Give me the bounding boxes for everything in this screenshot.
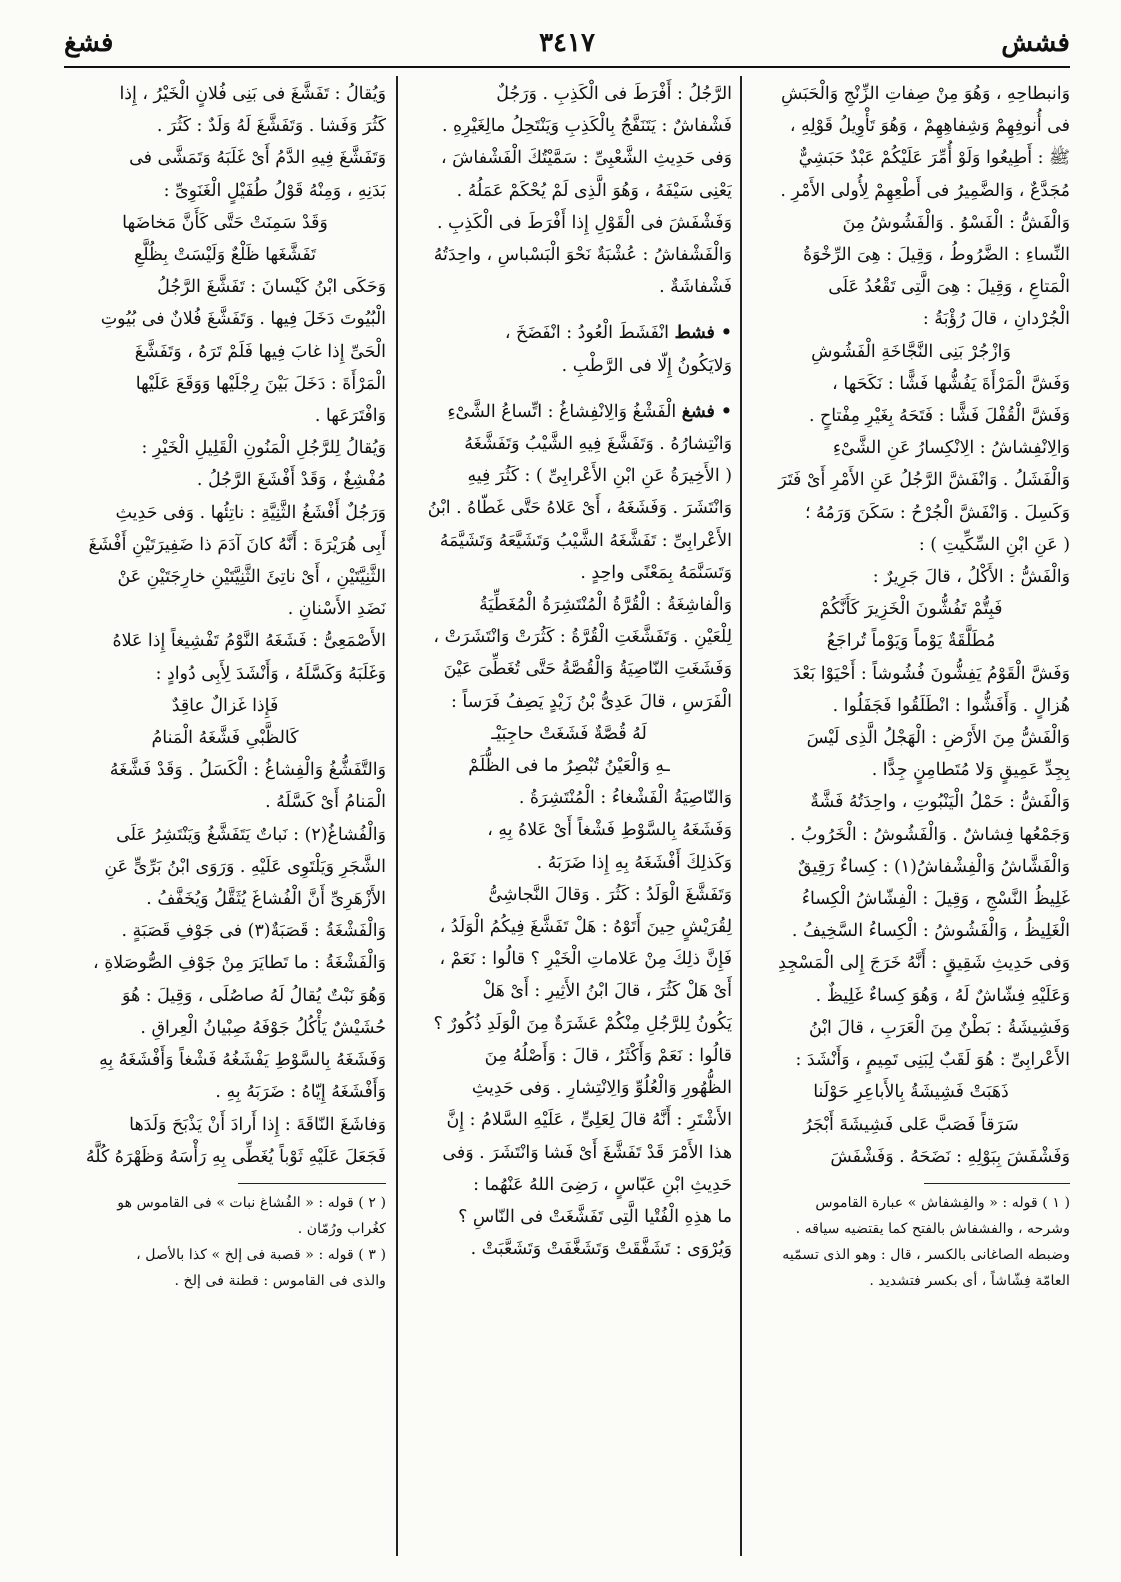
text-line: وَالْفَشُّ : حَمْلُ الْيَنْبُوتِ ، واحِدَتُهُ فَشَّةٌ: [810, 792, 1070, 813]
text-line: الْمَتاعِ ، وَقِيلَ : هِىَ الَّتِى تَقْعُدُ عَلَى: [828, 277, 1070, 298]
verse-line: فَبِتُّمْ تَفُشُّونَ الْخَزِيرَ كَأَنَّكُمْ: [819, 599, 1003, 620]
column-left: [64, 78, 386, 1558]
text-line: هُزالٍ . وَأَفَشُّوا : انْطَلَقُوا فَجَفَلُوا .: [832, 695, 1070, 716]
text-line: فى أُنوفِهِمْ وَشِفاهِهِمْ ، وَهُوَ تَأْوِيلُ قَوْلِهِ ،: [789, 116, 1070, 137]
text-line: وَفَشَغَهُ بِالسَّوْطِ يَفْشَغُهُ فَشْغاً وَأَفْشَغَهُ بِهِ: [99, 1050, 386, 1071]
text-line: وَفَشَّ الْمَرْأَةَ يَفُشُّها فَشًّا : نَكَحَها ،: [832, 373, 1070, 394]
text-line: أَبِى هُرَيْرَةَ : أَنَّهُ كانَ آدَمَ ذا ضَفِيرَتَيْنِ أَفْشَغَ: [88, 534, 386, 555]
text-line: وَحَكَى ابْنُ كَيْسانَ : تَفَشَّغَ الرَّجُلُ: [157, 277, 386, 298]
page-header: [64, 28, 1070, 70]
text-line: وَانْتَشَرَ . وَفَشَغَهُ ، أَىْ عَلاهُ حَتَّى غَطّاهُ . ابْنُ: [427, 498, 732, 519]
text-line: وَالْفَشْغَةُ : قَصَبَةٌ(٣) فى جَوْفِ قَصَبَةٍ .: [121, 921, 386, 942]
text-line: وَفَشَغَتِ النّاصِيَةُ وَالْقُصَّةُ حَتَّى تُغَطِّىَ عَيْنَ: [443, 659, 732, 680]
text-block: [64, 78, 386, 207]
text-line: بِجِدِّ عَمِيقٍ وَلا مُتَطامِنٍ جِدًّا .: [871, 760, 1070, 781]
text-line: وَفَشَغَهُ بِالسَّوْطِ فَشْغاً أَىْ عَلاهُ بِهِ ،: [487, 820, 732, 841]
entry-head: • فشط: [674, 323, 732, 344]
text-line: حُشَيْشٌ يَأْكُلُ جَوْفَهُ صِبْيانُ الْعِراقِ .: [140, 1017, 386, 1038]
text-line: ( الأَخِيرَةُ عَنِ ابْنِ الأَعْرابِىِّ ) : كَثُرَ فِيهِ: [467, 466, 732, 487]
text-line: فَشْفاشَةٌ .: [659, 277, 732, 298]
text-line: الْبُيُوتَ دَخَلَ فِيها . وَتَفَشَّغَ فُلانٌ فى بُيُوتِ: [100, 309, 386, 330]
text-line: وَالنّاصِيَةُ الْفَشْغاءُ : الْمُنْتَشِرَةُ .: [518, 788, 732, 809]
text-line: الأَصْمَعِىُّ : فَشَغَهُ النَّوْمُ تَفْشِيغاً إِذا عَلاهُ: [112, 631, 386, 652]
text-line: ( ١ ) قوله : « والفِشفاش » عبارة القاموس: [815, 1194, 1070, 1211]
text-line: ﷺ : أَطِيعُوا وَلَوْ أُمِّرَ عَلَيْكُمْ عَبْدٌ حَبَشِيٌّ: [798, 148, 1070, 169]
footnotes: [752, 1190, 1070, 1294]
verse-line: لَهُ قُصَّةٌ فَشَغَتْ حاجِبَيْـ: [491, 723, 647, 744]
text-line: وَفَشِيشَةُ : بَطْنٌ مِنَ الْعَرَبِ ، قالَ ابْنُ: [808, 1017, 1070, 1038]
verse-line: كَالظَّبْىِ فَشَّغَهُ الْمَنامُ: [151, 728, 299, 749]
text-line: وضبطه الصاغانى بالكسر ، قال : وهو الذى تسمّيه: [782, 1246, 1070, 1263]
text-line: الْجُرْدانِ ، قالَ رُؤْبَةُ :: [922, 309, 1070, 330]
footnote-separator: [924, 1183, 1070, 1184]
text-line: مُفْشِغٌ ، وَقَدْ أَفْشَغَ الرَّجُلُ .: [196, 470, 386, 491]
text-line: وَفى حَدِيثِ الشَّعْبِىِّ : سَمَّيْتُكَ الْفَشْفاشَ ،: [441, 148, 732, 169]
entry-fshGh: [406, 396, 732, 428]
text-line: الأَزْهَرِىِّ أَنَّ الْفُشاغَ يُثَقَّلُ وَيُخَفَّفُ .: [146, 889, 386, 910]
text-line: وَتَفَشَّغَ الْوَلَدُ : كَثُرَ . وَقالَ النَّجاشِىُّ: [488, 884, 732, 905]
verse-line: تَفَشَّغَها ظَلْعٌ وَلَيْسَتْ بِظُلَّعِ: [134, 245, 316, 266]
text-line: وَيُقالُ : تَفَشَّغَ فى بَنِى فُلانٍ الْخَيْرُ ، إِذا: [119, 84, 386, 104]
text-line: وَتَسَنَّمَهُ بِمَعْنًى واحِدٍ .: [580, 562, 732, 583]
text-line: وَأَفْشَغَهُ إِيّاهُ : ضَرَبَهُ بِهِ .: [215, 1082, 386, 1103]
text-line: وَكَذلِكَ أَفْشَغَهُ بِهِ إِذا ضَرَبَهُ .: [536, 852, 732, 873]
entry-head: • فشغ: [681, 401, 732, 422]
text-line: وَانبطاحِهِ ، وَهُوَ مِنْ صِفاتِ الزِّنْجِ وَالْحَبَشِ: [780, 84, 1070, 104]
text-line: والذى فى القاموس : قطنة فى إلخ .: [174, 1272, 386, 1289]
text-line: وَفاشَغَ النّاقَةَ : إِذا أَرادَ أَنْ يَذْبَحَ وَلَدَها: [129, 1114, 386, 1135]
text-line: ( ٢ ) قوله : « الفُشاغ نبات » فى القاموس هو: [117, 1194, 386, 1211]
verse-line: وَازْجُرْ بَنِى النَّجَّاخَةِ الْفَشُوشِ: [811, 341, 1011, 362]
text-block: [752, 78, 1070, 336]
header-guide-word-right: فشش: [1001, 28, 1070, 58]
text-block: [64, 271, 386, 690]
text-line: الرَّجُلُ : أَفْرَطَ فى الْكَذِبِ . وَرَجُلٌ: [496, 84, 732, 104]
text-line: وَفَشْفَشَ فى الْقَوْلِ إِذا أَفْرَطَ فى الْكَذِبِ .: [436, 212, 732, 233]
column-right: [752, 78, 1070, 1558]
footnote-separator: [238, 1183, 386, 1184]
text-block: [406, 78, 732, 303]
text-line: وَفَشْفَشَ بِبَوْلِهِ : نَضَحَهُ . وَفَشْفَشَ: [830, 1146, 1070, 1167]
text-line: ( ٣ ) قوله : « قصبة فى إلخ » كذا بالأصل ،: [136, 1246, 386, 1263]
text-line: وَلايَكُونُ إِلّا فى الرَّطْبِ .: [561, 355, 732, 376]
entry-fshT: [406, 317, 732, 349]
text-line: بَدَنِهِ ، وَمِنْهُ قَوْلُ طُفَيْلٍ الْغَنَوِىِّ :: [163, 180, 386, 201]
text-line: يَعْنِى سَيْفَهُ ، وَهُوَ الَّذِى لَمْ يُحْكَمْ عَمَلُهُ .: [456, 180, 732, 201]
text-line: وَفَشَّ الْقُفْلَ فَشًّا : فَتَحَهُ بِغَيْرِ مِفْتاحٍ .: [808, 406, 1070, 427]
text-block: [752, 368, 1070, 593]
text-line: الْحَىِّ إِذا غابَ فِيها فَلَمْ تَرَهُ ، وَتَفَشَّغَ: [134, 341, 386, 362]
text-line: النِّساءِ : الضَّرُوطُ ، وَقِيلَ : هِىَ الرِّخْوَةُ: [802, 245, 1070, 266]
text-line: الظُّهُورِ وَالْعُلُوِّ وَالِانْتِشارِ . وَفى حَدِيثِ: [471, 1078, 732, 1099]
text-line: الْمَرْأَةَ : دَخَلَ بَيْنَ رِجْلَيْها وَوَقَعَ عَلَيْها: [135, 373, 386, 394]
text-line: مُجَدَّعٌ ، وَالضَّمِيرُ فى أَطْعِهِمْ لِأُولى الأَمْرِ .: [780, 180, 1070, 201]
column-middle: [406, 78, 732, 1558]
entry-first-line: انْفَشَطَ الْعُودُ : انْفَضَخَ ،: [504, 323, 669, 344]
text-line: فَجَعَلَ عَلَيْهِ ثَوْباً يُغَطِّى بِهِ رَأْسَهُ وَظَهْرَهُ كُلَّهُ: [85, 1146, 386, 1167]
text-line: الْغَلِيظُ ، وَالْفَشُوشُ : الْكِساءُ السَّخِيفُ .: [791, 921, 1070, 942]
text-line: حَدِيثِ ابْنِ عَبّاسٍ ، رَضِىَ اللهُ عَنْهُما :: [473, 1174, 732, 1195]
text-line: نَضَدِ الأَسْنانِ .: [287, 599, 386, 620]
text-line: فَشْفاشٌ : يَتَنَفَّجُ بِالْكَذِبِ وَيَنْتَحِلُ مالِغَيْرِهِ .: [442, 116, 732, 137]
text-line: وَالْفَشُّ مِنَ الأَرْضِ : الْهَجْلُ الَّذِى لَيْسَ: [806, 728, 1070, 749]
column-divider-right: [740, 76, 742, 1556]
text-line: وَيُقالُ لِلرَّجُلِ الْمَنُونِ الْقَلِيلِ الْخَيْرِ :: [141, 438, 386, 459]
text-line: وَالتَّفَشُّغُ وَالْفِشاغُ : الْكَسَلُ . وَقَدْ فَشَّغَهُ: [109, 760, 386, 781]
footnotes: [64, 1190, 386, 1294]
text-line: غَلِيظُ النَّسْجِ ، وَقِيلَ : الْفِشّاشُ الْكِساءُ: [801, 889, 1070, 910]
verse-line: ذَهَبَتْ فَشِيشَةُ بِالأَباعِرِ حَوْلَنا: [813, 1082, 1009, 1103]
text-line: فَإِنَّ ذلِكَ مِنْ عَلاماتِ الْخَيْرِ ؟ قالُوا : نَعَمْ ،: [439, 949, 732, 970]
text-line: وَالْفاشِغَةُ : الْقُرَّةُ الْمُنْتَشِرَةُ الْمُغَطِّيَةُ: [479, 595, 732, 616]
text-line: الْفَرَسِ ، قالَ عَدِىُّ بْنُ زَيْدٍ يَصِفُ فَرَساً :: [451, 691, 732, 712]
text-line: وَالْفَشُّ : الْفَسْوُ . وَالْفَشُوشُ مِنَ: [842, 212, 1070, 233]
text-line: وَالْفَشَلُ . وَانْفَشَّ الرَّجُلُ عَنِ الأَمْرِ أَىْ فَتَرَ: [778, 470, 1070, 491]
text-line: وَيُرْوَى : تَشَفَّقَتْ وَتَشَغَّفَتْ وَتَشَعَّبَتْ .: [470, 1239, 732, 1260]
text-line: وَجَمْعُها فِشاشٌ . وَالْفَشُوشُ : الْخَرُوبُ .: [789, 824, 1070, 845]
text-line: وَكَسِلَ . وَانْفَشَّ الْجُرْحُ : سَكَنَ وَرَمُهُ ؛: [804, 502, 1070, 523]
text-line: قالُوا : نَعَمْ وَأَكْثَرُ ، قالَ : وَأَصْلُهُ مِنَ: [484, 1045, 732, 1066]
text-line: وَتَفَشَّغَ فِيهِ الدَّمُ أَىْ غَلَبَهُ وَتَمَشَّى فى: [129, 148, 386, 169]
text-line: الأَعْرابِىِّ : تَفَشَّغَهُ الشَّيْبُ وَتَشَيَّعَهُ وَتَشَيَّمَهُ: [439, 530, 732, 551]
text-line: الثَّنِيَّتَيْنِ ، أَىْ ناتِئَ الثَّنِيَّتَيْنِ خارِجَتَيْنِ عَنْ: [117, 567, 386, 588]
text-line: الْمَنامُ أَىْ كَسَّلَهُ .: [265, 792, 386, 813]
verse-line: وَقَدْ سَمِنَتْ حَتَّى كَأَنَّ مَخاضَها: [122, 212, 328, 233]
verse-line: سَرَقاً فَصَبَّ عَلى فَشِيشَةَ أَبْجَرُ: [803, 1114, 1019, 1135]
text-line: وَفى حَدِيثِ شَقِيقٍ : أَنَّهُ خَرَجَ إِلى الْمَسْجِدِ: [778, 953, 1070, 974]
verse-line: مُطَلَّقَةٌ يَوْماً وَيَوْماً تُراجَعُ: [826, 631, 996, 652]
text-line: وَالْفَشْغَةُ : ما تَطايَرَ مِنْ جَوْفِ الصُّوصَلاةِ ،: [93, 953, 386, 974]
column-divider-left: [396, 76, 398, 1556]
text-block: [64, 754, 386, 1173]
text-line: أَىْ هَلْ كَثُرَ ، قالَ ابْنُ الأَثِيرِ : أَىْ هَلْ: [482, 981, 732, 1002]
entry-first-line: الْفَشْغُ وَالِانْفِشاغُ : اتِّساعُ الشَّىْءِ: [447, 401, 677, 422]
text-line: كغُراب ورُمّان .: [297, 1220, 386, 1237]
text-line: وَالْفَشُّ : الأَكْلُ ، قالَ جَرِيرٌ :: [872, 567, 1070, 588]
text-line: وشرحه ، والفشفاش بالفتح كما يقتضيه سياقه .: [795, 1220, 1070, 1237]
text-line: الأَشْتَرِ : أَنَّهُ قالَ لِعَلِىٍّ ، عَلَيْهِ السَّلامُ : إِنَّ: [446, 1110, 732, 1131]
text-block: [752, 1141, 1070, 1173]
text-line: لِقُرَيْشٍ حِينَ أَتَوْهُ : هَلْ تَفَشَّغَ فِيكُمُ الْوَلَدُ ،: [439, 917, 732, 938]
text-line: وَالْفُشاغُ(٢) : نَباتٌ يَتَفَشَّغُ وَيَنْتَشِرُ عَلَى: [116, 824, 386, 845]
text-line: وَهُوَ نَبْتٌ يُقالُ لَهُ صاصُلَى ، وَقِيلَ : هُوَ: [122, 985, 386, 1006]
text-line: ( عَنِ ابْنِ السِّكِّيتِ ) :: [918, 534, 1070, 555]
verse-line: ـهِ وَالْعَيْنُ تُبْصِرُ ما فى الظُّلَمْ: [468, 756, 670, 777]
text-line: الأَعْرابِىِّ : هُوَ لَقَبٌ لِبَنِى تَمِيمٍ ، وَأَنْشَدَ :: [795, 1050, 1070, 1071]
text-line: وَفَشَّ الْقَوْمُ يَفِشُّونَ فُشُوشاً : أَحْيَوْا بَعْدَ: [792, 663, 1070, 684]
text-line: ما هذِهِ الْفُتْيا الَّتِى تَفَشَّغَتْ فى النّاسِ ؟: [458, 1206, 732, 1227]
text-line: العامّة فِشّاشاً ، أى بكسر فتشديد .: [869, 1272, 1070, 1289]
header-guide-word-left: فشغ: [64, 28, 114, 58]
text-line: يَكُونُ لِلرَّجُلِ مِنْكُمْ عَشَرَةٌ مِنَ الْوَلَدِ ذُكُورٌ ؟: [433, 1013, 732, 1034]
text-line: وَالْفَشَّاشُ وَالْفِشْفاشُ(١) : كِساءٌ رَقِيقٌ: [797, 856, 1070, 877]
verse-line: فَإِذا غَزالٌ عاقِدٌ: [171, 695, 279, 716]
text-line: وَالِانْفِشاشُ : الِانْكِسارُ عَنِ الشَّىْءِ: [832, 438, 1070, 459]
text-line: كَثُرَ وَفَشا . وَتَفَشَّغَ لَهُ وَلَدٌ : كَثُرَ .: [156, 116, 386, 137]
text-line: وَرَجُلٌ أَفْشَغُ الثَّنِيَّةِ : ناتِئُها . وَفى حَدِيثِ: [115, 502, 386, 523]
text-line: وَانْتِشارُهُ . وَتَفَشَّغَ فِيهِ الشَّيْبُ وَتَفَشَّغَهُ: [464, 434, 732, 455]
text-block: [406, 782, 732, 1265]
text-line: لِلْعَيْنِ . وَتَفَشَّغَتِ الْقُرَّةُ : كَثُرَتْ وَانْتَشَرَتْ ،: [433, 627, 732, 648]
text-line: وَعَلَيْهِ فِشّاشٌ لَهُ ، وَهُوَ كِساءٌ غَلِيظٌ .: [815, 985, 1070, 1006]
text-line: وَالْفَشْفاشُ : عُشْبَةٌ نَحْوَ الْبَسْباسِ ، واحِدَتُهُ: [433, 245, 732, 266]
text-block: [752, 658, 1070, 1077]
text-line: وَغَلَبَهُ وَكَسَّلَهُ ، وَأَنْشَدَ لِأَبِى دُوادٍ :: [155, 663, 386, 684]
text-line: هذا الأَمْرَ قَدْ تَفَشَّغَ أَىْ فَشا وَانْتَشَرَ . وَفى: [442, 1142, 732, 1163]
header-rule: [64, 66, 1070, 68]
text-line: الشَّجَرِ وَيَلْتَوِى عَلَيْهِ . وَرَوَى ابْنُ بَرِّىٍّ عَنِ: [104, 856, 386, 877]
text-line: وَافْتَرَعَها .: [314, 406, 386, 427]
text-block: [406, 428, 732, 718]
page-number: ٣٤١٧: [539, 28, 595, 58]
